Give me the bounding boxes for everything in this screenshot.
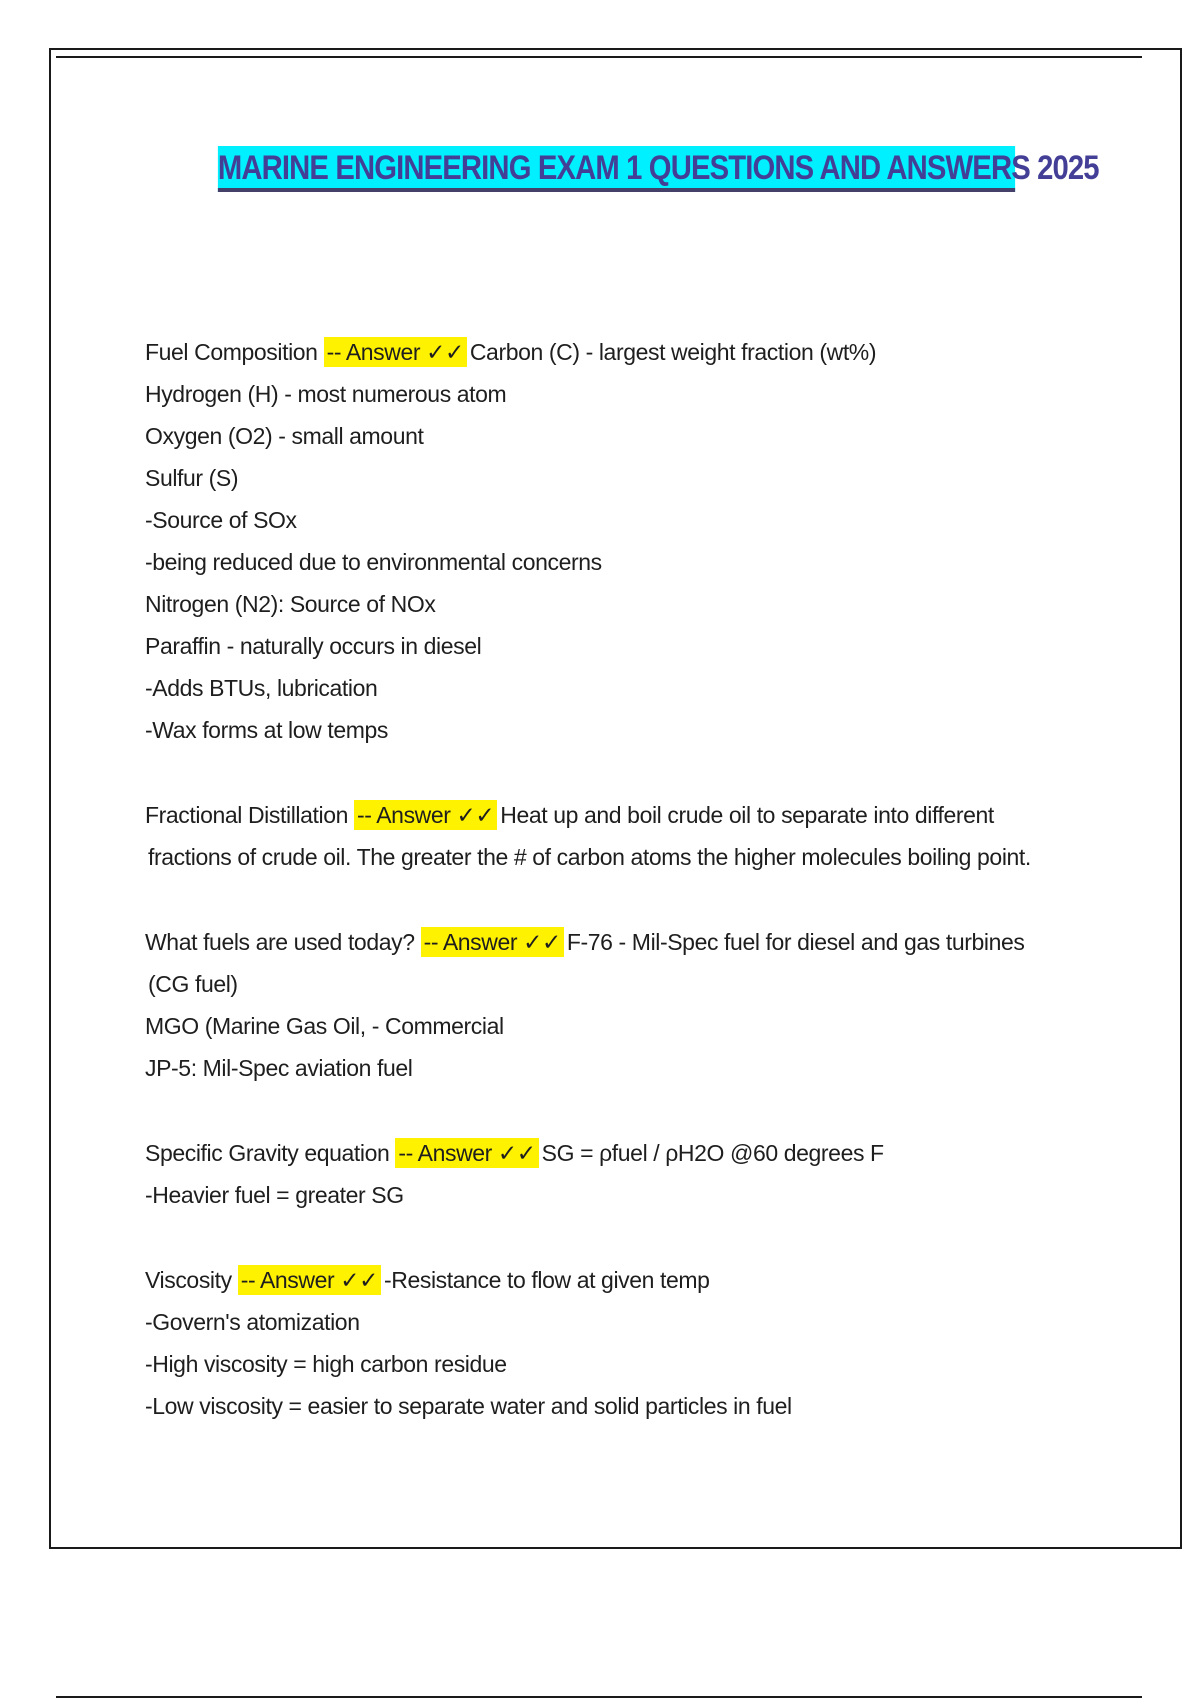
qa-block-fuels-used-today xyxy=(145,921,1105,1089)
question-text: What fuels are used today? xyxy=(145,929,415,955)
answer-marker: -- Answer ✓✓ xyxy=(395,1138,538,1168)
answer-text: -Resistance to flow at given temp xyxy=(384,1267,710,1293)
qa-content xyxy=(145,331,1105,1427)
question-text: Viscosity xyxy=(145,1267,232,1293)
bottom-rule xyxy=(56,1696,1142,1698)
qa-first-line xyxy=(145,794,1105,836)
answer-text: Heat up and boil crude oil to separate into different xyxy=(500,802,994,828)
qa-block-specific-gravity xyxy=(145,1132,1105,1216)
answer-line: fractions of crude oil. The greater the # of carbon atoms the higher molecules boiling point. xyxy=(148,844,1031,870)
answer-line: -being reduced due to environmental concerns xyxy=(145,549,602,575)
answer-line: Nitrogen (N2): Source of NOx xyxy=(145,591,436,617)
qa-first-line xyxy=(145,1132,1105,1174)
qa-block-fuel-composition xyxy=(145,331,1105,751)
answer-line: -Source of SOx xyxy=(145,507,297,533)
answer-line: -Heavier fuel = greater SG xyxy=(145,1182,404,1208)
question-text: Fuel Composition xyxy=(145,339,318,365)
answer-line: -Low viscosity = easier to separate water and solid particles in fuel xyxy=(145,1393,792,1419)
answer-line: Hydrogen (H) - most numerous atom xyxy=(145,381,507,407)
block-gap xyxy=(145,878,1105,921)
qa-first-line xyxy=(145,331,1105,373)
answer-line: -Adds BTUs, lubrication xyxy=(145,675,378,701)
answer-marker: -- Answer ✓✓ xyxy=(354,800,497,830)
answer-line: Paraffin - naturally occurs in diesel xyxy=(145,633,482,659)
title-banner xyxy=(153,146,1099,196)
answer-marker: -- Answer ✓✓ xyxy=(421,927,564,957)
qa-block-viscosity xyxy=(145,1259,1105,1427)
question-text: Specific Gravity equation xyxy=(145,1140,390,1166)
answer-marker: -- Answer ✓✓ xyxy=(238,1265,381,1295)
qa-block-fractional-distillation xyxy=(145,794,1105,878)
block-gap xyxy=(145,751,1105,794)
answer-line: JP-5: Mil-Spec aviation fuel xyxy=(145,1055,413,1081)
answer-line: Sulfur (S) xyxy=(145,465,239,491)
answer-line: -Wax forms at low temps xyxy=(145,717,388,743)
answer-text: Carbon (C) - largest weight fraction (wt%) xyxy=(469,339,877,365)
block-gap xyxy=(145,1089,1105,1132)
answer-text: SG = ρfuel / ρH2O @60 degrees F xyxy=(541,1140,884,1166)
answer-line: -High viscosity = high carbon residue xyxy=(145,1351,507,1377)
answer-line: -Govern's atomization xyxy=(145,1309,360,1335)
answer-line: Oxygen (O2) - small amount xyxy=(145,423,424,449)
page-title: MARINE ENGINEERING EXAM 1 QUESTIONS AND ANSWERS 2025 xyxy=(218,146,1015,192)
answer-line: (CG fuel) xyxy=(148,971,238,997)
qa-first-line xyxy=(145,921,1105,963)
block-gap xyxy=(145,1216,1105,1259)
question-text: Fractional Distillation xyxy=(145,802,348,828)
answer-marker: -- Answer ✓✓ xyxy=(324,337,467,367)
answer-text: F-76 - Mil-Spec fuel for diesel and gas turbines xyxy=(566,929,1025,955)
qa-first-line xyxy=(145,1259,1105,1301)
answer-line: MGO (Marine Gas Oil, - Commercial xyxy=(145,1013,504,1039)
